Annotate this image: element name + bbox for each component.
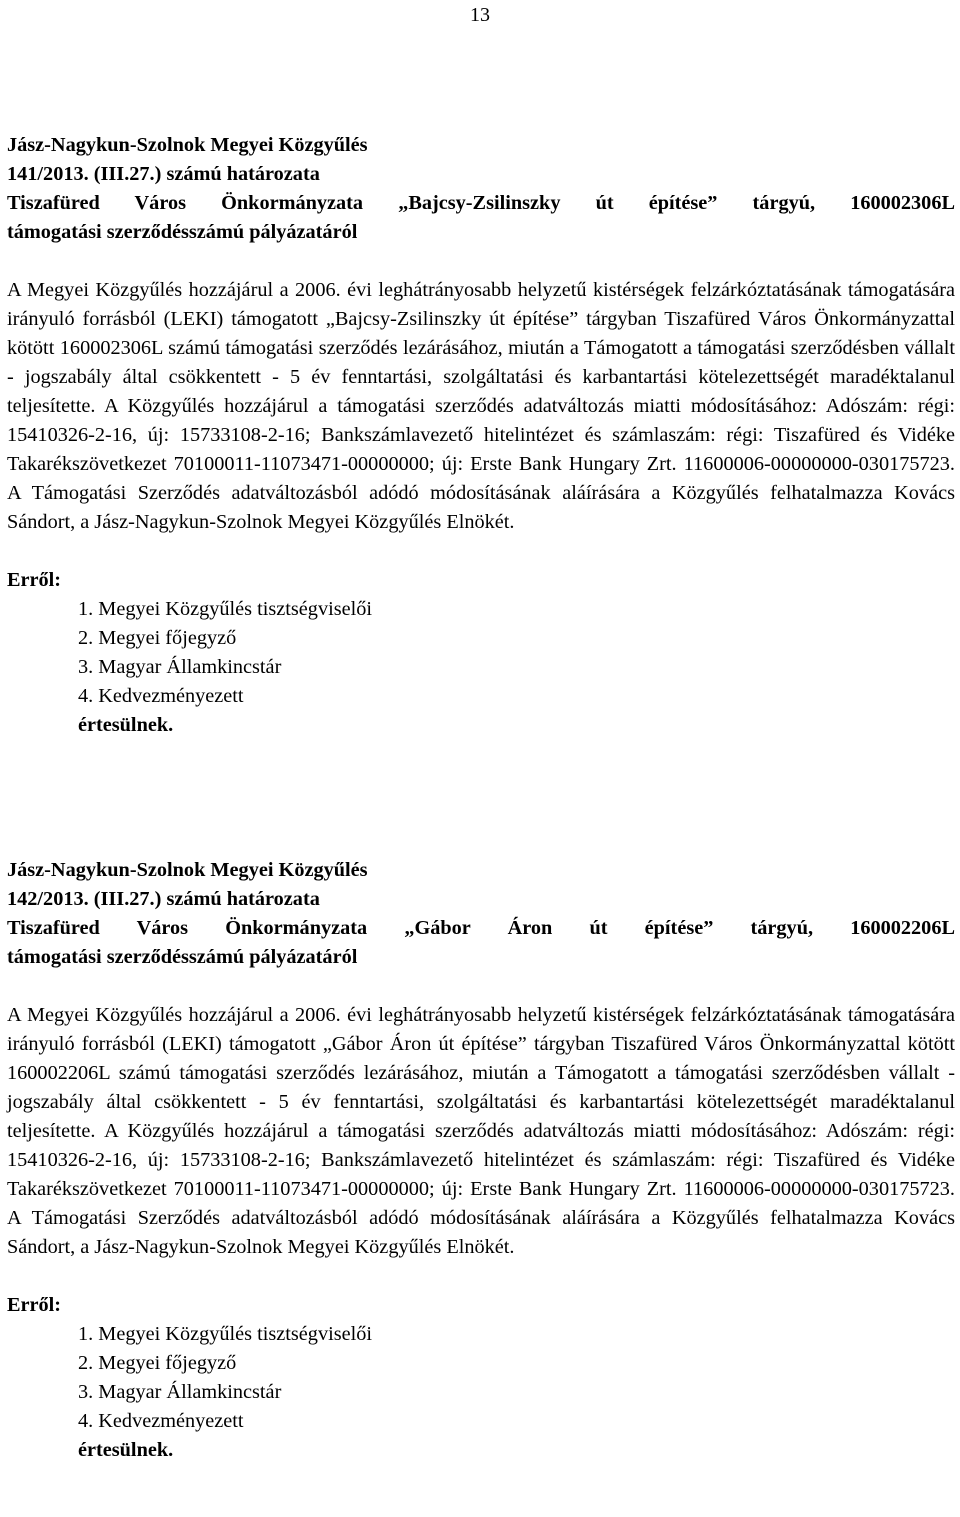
resolution-number: 142/2013. (III.27.) számú határozata [7,888,320,910]
resolution-topic-line1: Tiszafüred Város Önkormányzata „Gábor Áron út építése” tárgyú, 160002206L [7,917,955,939]
resolution-topic-line2: támogatási szerződésszámú pályázatáról [7,946,358,968]
resolution-142 [7,856,955,1465]
recipient-item: 1. Megyei Közgyűlés tisztségviselői [78,1323,373,1345]
notified-label: értesülnek. [78,1439,174,1461]
recipient-item: 2. Megyei főjegyző [78,1352,237,1374]
recipient-item: 1. Megyei Közgyűlés tisztségviselői [78,598,373,620]
resolution-number: 141/2013. (III.27.) számú határozata [7,163,320,185]
resolution-topic-line2: támogatási szerződésszámú pályázatáról [7,221,358,243]
resolution-body: A Megyei Közgyűlés hozzájárul a 2006. évi leghátrányosabb helyzetű kistérségek felzárkóztatásának támogatására irányuló forrásból (LEKI) támogatott „Bajcsy-Zsilinszky út építése” tárgyban Tiszafüred Város Önkormányzattal kötött 160002306L számú támogatási szerződés lezárásához, miután a Támogatott a támogatási szerződésben vállalt - jogszabály által csökkentett - 5 év fenntartási, szolgáltatási és karbantartási kötelezettségét maradéktalanul teljesítette. A Közgyűlés hozzájárul a támogatási szerződés adatváltozás miatti módosításához: Adószám: régi: 15410326-2-16, új: 15733108-2-16; Bankszámlavezető hitelintézet és számlaszám: régi: Tiszafüred és Vidéke Takarékszövetkezet 70100011-11073471-00000000; új: Erste Bank Hungary Zrt. 11600006-00000000-030175723. A Támogatási Szerződés adatváltozásból adódó módosításának aláírására a Közgyűlés felhatalmazza Kovács Sándort, a Jász-Nagykun-Szolnok Megyei Közgyűlés Elnökét. [7,279,955,533]
page-number: 13 [470,4,490,26]
recipient-item: 4. Kedvezményezett [78,1410,244,1432]
resolution-topic-line1: Tiszafüred Város Önkormányzata „Bajcsy-Zsilinszky út építése” tárgyú, 160002306L [7,192,955,214]
assembly-name: Jász-Nagykun-Szolnok Megyei Közgyűlés [7,859,368,881]
recipient-list [7,1320,955,1436]
resolution-heading [7,131,955,247]
resolution-heading [7,856,955,972]
assembly-name: Jász-Nagykun-Szolnok Megyei Közgyűlés [7,134,368,156]
resolution-141 [7,131,955,740]
recipient-item: 3. Magyar Államkincstár [78,1381,282,1403]
recipient-list [7,595,955,711]
erről-label: Erről: [7,569,62,591]
recipient-item: 3. Magyar Államkincstár [78,656,282,678]
erről-label: Erről: [7,1294,62,1316]
recipient-item: 2. Megyei főjegyző [78,627,237,649]
notified-label: értesülnek. [78,714,174,736]
resolution-body: A Megyei Közgyűlés hozzájárul a 2006. évi leghátrányosabb helyzetű kistérségek felzárkóztatásának támogatására irányuló forrásból (LEKI) támogatott „Gábor Áron út építése” tárgyban Tiszafüred Város Önkormányzattal kötött 160002206L számú támogatási szerződés lezárásához, miután a Támogatott a támogatási szerződésben vállalt - jogszabály által csökkentett - 5 év fenntartási, szolgáltatási és karbantartási kötelezettségét maradéktalanul teljesítette. A Közgyűlés hozzájárul a támogatási szerződés adatváltozás miatti módosításához: Adószám: régi: 15410326-2-16, új: 15733108-2-16; Bankszámlavezető hitelintézet és számlaszám: régi: Tiszafüred és Vidéke Takarékszövetkezet 70100011-11073471-00000000; új: Erste Bank Hungary Zrt. 11600006-00000000-030175723. A Támogatási Szerződés adatváltozásból adódó módosításának aláírására a Közgyűlés felhatalmazza Kovács Sándort, a Jász-Nagykun-Szolnok Megyei Közgyűlés Elnökét. [7,1004,955,1258]
recipient-item: 4. Kedvezményezett [78,685,244,707]
